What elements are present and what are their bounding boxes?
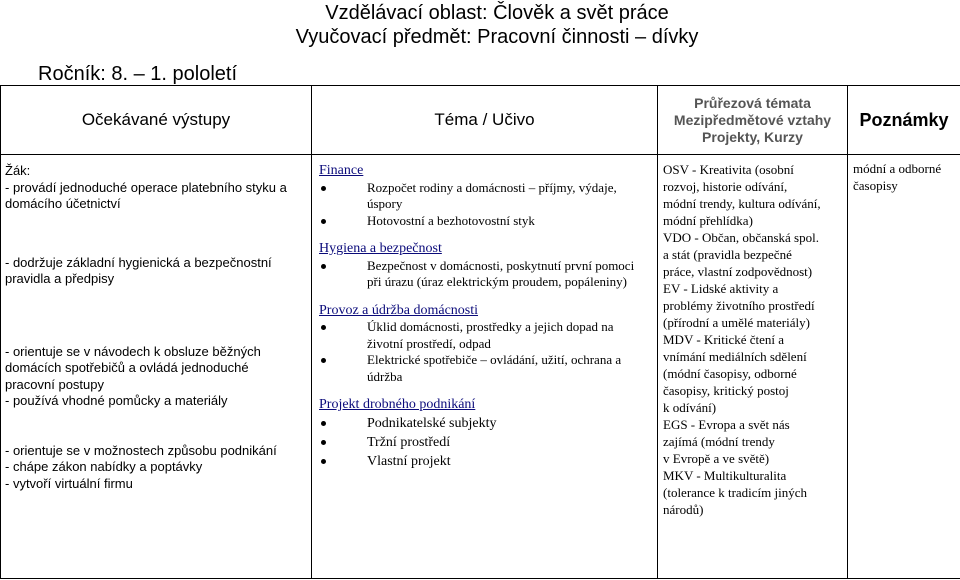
topic-item: Vlastní projekt [319,452,649,471]
cross-line: módní trendy, kultura odívání, [663,196,821,211]
outcome-line: - provádí jednoduché operace platebního styku a [5,179,287,195]
cross-line: EV - Lidské aktivity a [663,281,779,296]
cross-line: vnímání mediálních sdělení [663,349,807,364]
cross-line: OSV - Kreativita (osobní [663,162,794,177]
cross-line: MKV - Multikulturalita [663,468,787,483]
cross-line: k odívání) [663,400,717,415]
topic-project-list [319,414,649,471]
topic-household-title: Provoz a údržba domácnosti [319,302,479,318]
topic-finance-title: Finance [319,163,364,178]
cross-line: módní přehlídka) [663,213,753,228]
topic-item: Bezpečnost v domácnosti, poskytnutí první pomoci při úrazu (úraz elektrickým proudem, popáleniny) [319,258,649,291]
outcome-line: - orientuje se v možnostech způsobu podnikání [5,442,277,458]
topic-project-title: Projekt drobného podnikání [319,397,476,412]
cross-line: národů) [663,502,704,517]
cross-line: MDV - Kritické čtení a [663,332,785,347]
topic-item: Tržní prostředí [319,433,649,452]
topic-hygiene-list [319,258,649,291]
cross-line: zajímá (módní trendy [663,434,775,449]
outcome-line: - vytvoří virtuální firmu [5,475,133,491]
outcome-line: - dodržuje základní hygienická a bezpečnostní [5,254,272,270]
outcome-line: pravidla a předpisy [5,271,115,286]
note-line: módní a odborné [853,161,942,176]
subject-area-title: Vzdělávací oblast: Člověk a svět práce [325,2,669,24]
note-line: časopisy [853,177,898,193]
cross-line: (tolerance k tradicím jiných [663,485,808,500]
header-cross-line: Průřezová témata [694,94,811,111]
outcome-block [5,443,308,493]
cross-line: v Evropě a ve světě) [663,451,770,466]
header-cross-line: Mezipředmětové vztahy [673,111,832,128]
outcome-line: domácích spotřebičů a ovládá jednoduché [5,360,249,375]
pupil-intro: Žák: [5,163,31,178]
outcome-line: pracovní postupy [5,376,105,392]
grade-label: Ročník: 8. – 1. pololetí [38,63,238,85]
curriculum-table [0,85,960,579]
header-topics: Téma / Učivo [312,86,658,155]
header-notes: Poznámky [848,86,960,155]
subject-title: Vyučovací předmět: Pracovní činnosti – dívky [295,26,699,48]
topic-finance-list [319,180,649,230]
outcome-line: domácího účetnictví [5,196,121,211]
header-cross-topics [658,86,848,155]
topic-item: Hotovostní a bezhotovostní styk [319,213,649,230]
topic-item: Rozpočet rodiny a domácnosti – příjmy, výdaje, úspory [319,180,649,213]
topic-item: Podnikatelské subjekty [319,414,649,433]
outcome-line: - používá vhodné pomůcky a materiály [5,393,228,408]
header-cross-line: Projekty, Kurzy [702,128,803,145]
topic-household-list [319,319,649,385]
topics-cell [312,155,658,579]
topic-item: Elektrické spotřebiče – ovládání, užití, ochrana a údržba [319,352,649,385]
outcomes-cell [1,155,312,579]
outcome-block [5,255,308,288]
table-body-row [1,155,960,579]
cross-line: práce, vlastní zodpovědnost) [663,264,813,279]
topic-hygiene-title: Hygiena a bezpečnost [319,241,442,256]
cross-line: a stát (pravidla bezpečné [663,247,792,262]
cross-line: rozvoj, historie odívání, [663,179,788,194]
cross-line: časopisy, kritický postoj [663,383,789,398]
outcome-block [5,180,308,213]
outcome-block [5,344,308,410]
cross-line: (módní časopisy, odborné [663,366,797,381]
cross-line: (přírodní a umělé materiály) [663,315,810,330]
outcome-line: - orientuje se v návodech k obsluze běžných [5,343,261,359]
outcome-line: - chápe zákon nabídky a poptávky [5,459,203,474]
cross-line: VDO - Občan, občanská spol. [663,230,819,245]
cross-line: problémy životního prostředí [663,298,815,313]
notes-cell [848,155,960,579]
topic-item: Úklid domácnosti, prostředky a jejich dopad na životní prostředí, odpad [319,319,649,352]
header-outcomes: Očekávané výstupy [1,86,312,155]
cross-line: EGS - Evropa a svět nás [663,417,790,432]
cross-topics-cell [658,155,848,579]
table-header-row [1,86,960,155]
